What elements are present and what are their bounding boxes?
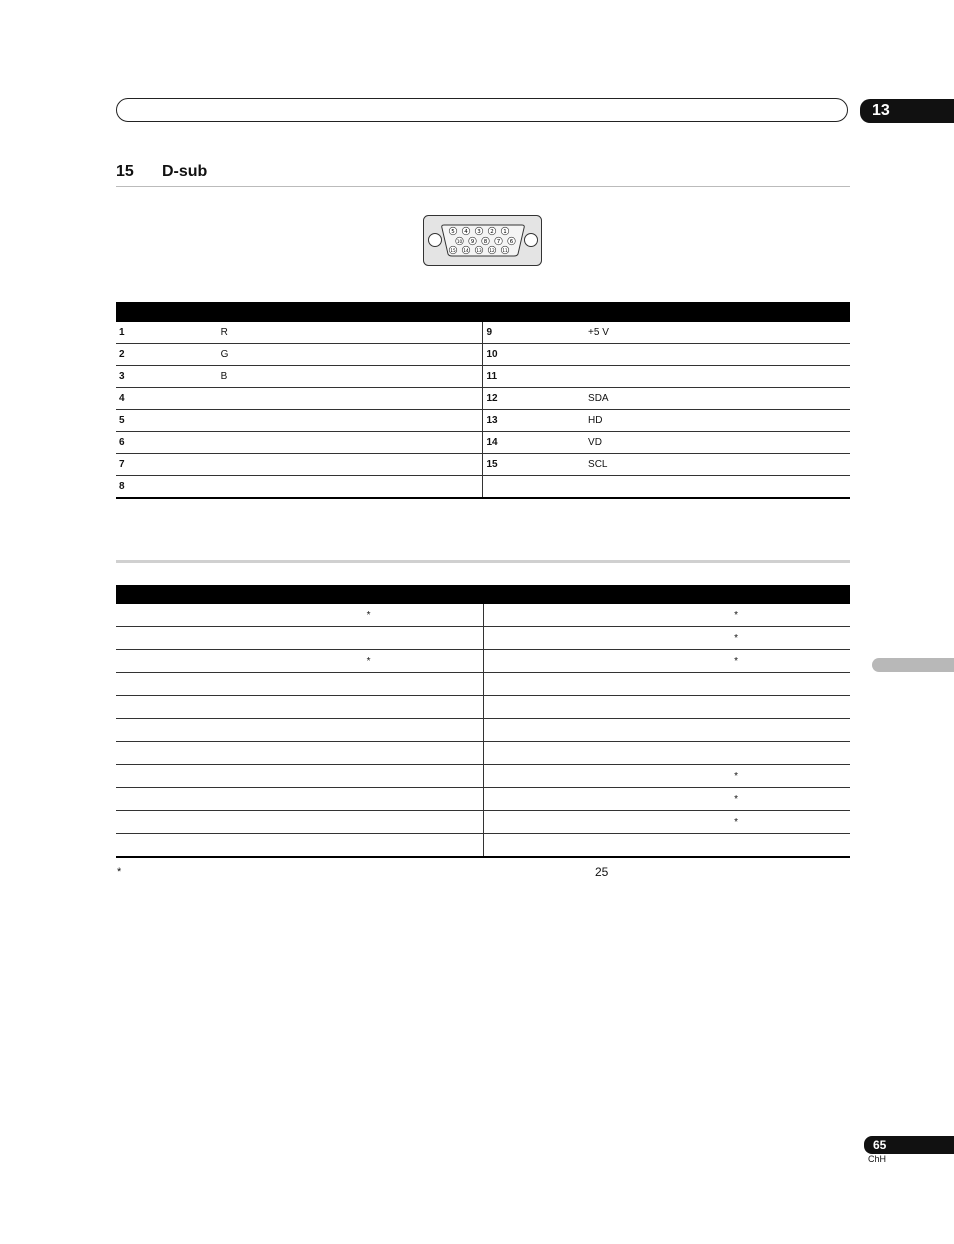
signal-cell — [116, 673, 483, 696]
connector-pin-label: 6 — [509, 238, 514, 245]
pin-signal — [221, 432, 483, 454]
signal-row — [116, 673, 850, 696]
pin-row — [116, 476, 850, 499]
connector-pin-label: 2 — [490, 228, 494, 235]
section-number: 15 — [116, 163, 134, 180]
pin-table-header — [116, 302, 850, 322]
pin-signal — [588, 366, 850, 388]
connector-pin-label: 8 — [483, 238, 488, 245]
page-number-tab: 65 — [864, 1136, 954, 1154]
pin-signal: HD — [588, 410, 850, 432]
connector-pin-label: 15 — [450, 247, 456, 253]
pin-signal: +5 V — [588, 322, 850, 344]
pin-number: 7 — [116, 454, 221, 476]
signal-cell — [483, 834, 850, 858]
signal-cell: * — [116, 650, 483, 673]
connector-pin-label: 7 — [496, 238, 501, 245]
pin-row — [116, 410, 850, 432]
pin-assignment-table — [116, 302, 850, 499]
pin-number: 13 — [483, 410, 588, 432]
signal-cell — [483, 742, 850, 765]
signal-row — [116, 834, 850, 858]
signal-cell: * — [483, 765, 850, 788]
pin-row — [116, 344, 850, 366]
signal-cell — [116, 742, 483, 765]
connector-pin-label: 9 — [470, 238, 475, 245]
connector-pin-label: 12 — [489, 247, 495, 253]
connector-pin-label: 14 — [463, 247, 469, 253]
pin-row — [116, 366, 850, 388]
signal-cell — [483, 696, 850, 719]
pin-number: 2 — [116, 344, 221, 366]
connector-pin-label: 3 — [477, 228, 481, 235]
signal-cell: * — [483, 811, 850, 834]
signal-cell — [483, 673, 850, 696]
title-rule — [116, 186, 850, 187]
signal-cell — [116, 765, 483, 788]
footnote-page-ref: 25 — [595, 865, 609, 879]
pin-number: 15 — [483, 454, 588, 476]
pin-signal — [221, 454, 483, 476]
pin-signal: B — [221, 366, 483, 388]
signal-row — [116, 696, 850, 719]
side-index-tab — [872, 658, 954, 672]
signal-cell: * — [483, 604, 850, 627]
connector-pin-label: 11 — [502, 247, 508, 253]
connector-pin-label: 13 — [476, 247, 482, 253]
pin-number: 11 — [483, 366, 588, 388]
pin-signal — [221, 410, 483, 432]
pin-signal — [221, 476, 483, 499]
chapter-tab: 13 — [860, 99, 954, 123]
pin-number: 5 — [116, 410, 221, 432]
signal-row — [116, 627, 850, 650]
signal-cell — [116, 627, 483, 650]
pin-row — [116, 454, 850, 476]
pin-row — [116, 432, 850, 454]
signal-row — [116, 719, 850, 742]
pin-signal — [588, 344, 850, 366]
section-title — [116, 163, 207, 181]
signal-cell: * — [483, 788, 850, 811]
connector-pin-label: 10 — [456, 238, 463, 244]
connector-pin-label: 4 — [464, 228, 468, 235]
pin-number: 8 — [116, 476, 221, 499]
pin-row — [116, 322, 850, 344]
signal-cell — [116, 834, 483, 858]
pin-signal: G — [221, 344, 483, 366]
signal-cell — [116, 719, 483, 742]
pin-signal — [588, 476, 850, 499]
pin-signal: VD — [588, 432, 850, 454]
pin-number: 1 — [116, 322, 221, 344]
connector-pin-label: 5 — [451, 228, 455, 235]
pin-number: 14 — [483, 432, 588, 454]
signal-cell — [116, 811, 483, 834]
signal-cell — [483, 719, 850, 742]
connector-pin-label: 1 — [503, 228, 507, 235]
footnote-marker: * — [117, 866, 122, 878]
signal-cell: * — [116, 604, 483, 627]
pin-number: 12 — [483, 388, 588, 410]
signal-table — [116, 585, 850, 858]
pin-signal: SCL — [588, 454, 850, 476]
pin-number: 4 — [116, 388, 221, 410]
signal-row — [116, 742, 850, 765]
signal-row — [116, 650, 850, 673]
section-divider — [116, 560, 850, 563]
signal-row — [116, 765, 850, 788]
pin-number: 3 — [116, 366, 221, 388]
pin-number: 10 — [483, 344, 588, 366]
pin-signal: R — [221, 322, 483, 344]
header-bar — [116, 98, 848, 122]
pin-signal: SDA — [588, 388, 850, 410]
signal-cell — [116, 696, 483, 719]
signal-table-header — [116, 585, 850, 604]
pin-row — [116, 388, 850, 410]
signal-row — [116, 604, 850, 627]
signal-cell — [116, 788, 483, 811]
signal-row — [116, 811, 850, 834]
pin-number — [483, 476, 588, 499]
section-heading: D-sub — [162, 163, 208, 180]
pin-number: 6 — [116, 432, 221, 454]
language-code: ChH — [868, 1154, 887, 1164]
signal-cell: * — [483, 627, 850, 650]
signal-row — [116, 788, 850, 811]
pin-number: 9 — [483, 322, 588, 344]
signal-cell: * — [483, 650, 850, 673]
dsub-connector-diagram — [422, 214, 544, 268]
pin-signal — [221, 388, 483, 410]
